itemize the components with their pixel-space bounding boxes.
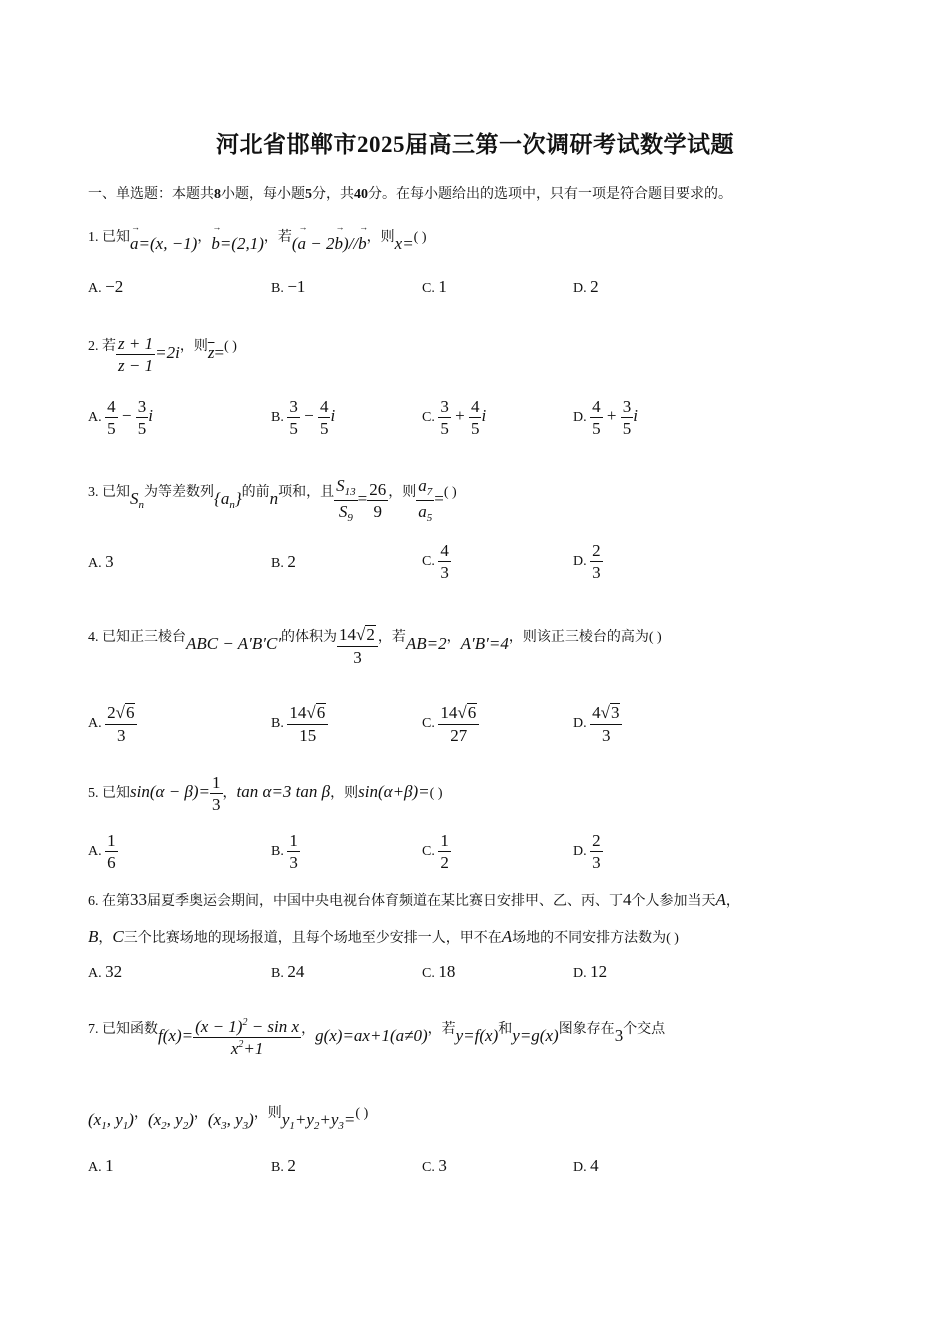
q5-option-c[interactable]: C. $\frac{1}{2}$: [422, 831, 449, 872]
q4-option-b[interactable]: B. $\frac{14√6}{15}$: [271, 703, 328, 745]
q5-option-d[interactable]: D. $\frac{2}{3}$: [573, 831, 601, 872]
question-6-line-1: 6. 在第33届夏季奥运会期间，中国中央电视台体育频道在某比赛日安排甲、乙、丙、丁4个人参加当天A，: [88, 890, 740, 909]
question-1-stem: 1. 已知→ a=(x, −1)，→ b=(2,1)，若(→ a − 2→ b)//→ b，则x=( ): [88, 226, 427, 246]
section-header: 一、单选题：本题共8小题，每小题5分，共40分。在每小题给出的选项中，只有一项是符合题目要求的。: [88, 187, 732, 202]
question-3-stem: 3. 已知$S_n$为等差数列$\{a_n\}$的前n项和，且 $\frac{S_{13}}{S_9}$ = $\frac{26}{9}$ ，则 $\frac{a_7}{a_5}$ =( ): [88, 476, 457, 524]
question-4-stem: 4. 已知正三棱台ABC − A′B′C′的体积为 $\frac{14√2}{3}$ ，若AB=2，A′B′=4，则该正三棱台的高为( ): [88, 625, 662, 667]
question-7-line-2: ($x_1$, $y_1$)，($x_2$, $y_2$)，($x_3$, $y_3$)，则$y_1+y_2+y_3=$( ): [88, 1106, 369, 1132]
q2-option-c[interactable]: C. $\frac{3}{5}$ + $\frac{4}{5}$ i: [422, 397, 487, 438]
q1-option-b[interactable]: B. −1: [271, 277, 306, 296]
page-title: 河北省邯郸市2025届高三第一次调研考试数学试题: [216, 132, 734, 157]
q6-option-c[interactable]: C. 18: [422, 962, 456, 981]
q1-vector-a: → a=(x, −1): [130, 234, 197, 253]
q4-option-a[interactable]: A. $\frac{2√6}{3}$: [88, 703, 137, 745]
q2-fraction: $\frac{z + 1}{z - 1}$: [118, 334, 154, 375]
q2-option-b[interactable]: B. $\frac{3}{5}$ − $\frac{4}{5}$ i: [271, 397, 336, 438]
q5-option-a[interactable]: A. $\frac{1}{6}$: [88, 831, 116, 872]
q1-condition: (→ a − 2→ b)//→ b: [292, 234, 367, 253]
q3-option-a[interactable]: A. 3: [88, 552, 114, 571]
q1-option-c[interactable]: C. 1: [422, 277, 447, 296]
question-7-line-1: 7. 已知函数f(x)= $\frac{(x - 1)^2 - \sin x}{x^2+1}$ ，g(x)=ax+1(a≠0)，若y=f(x)和y=g(x)图象存在3个交点: [88, 1017, 666, 1058]
q6-option-d[interactable]: D. 12: [573, 962, 608, 981]
question-5-stem: 5. 已知sin(α − β)= $\frac{1}{3}$ ，tan α=3 tan β，则sin(α+β)=( ): [88, 773, 443, 814]
q2-option-a[interactable]: A. $\frac{4}{5}$ − $\frac{3}{5}$ i: [88, 397, 153, 438]
q3-option-d[interactable]: D. $\frac{2}{3}$: [573, 541, 601, 582]
q7-option-b[interactable]: B. 2: [271, 1156, 296, 1175]
q3-option-c[interactable]: C. $\frac{4}{3}$: [422, 541, 449, 582]
q1-option-d[interactable]: D. 2: [573, 277, 599, 296]
q4-option-c[interactable]: C. $\frac{14√6}{27}$: [422, 703, 479, 745]
q7-option-c[interactable]: C. 3: [422, 1156, 447, 1175]
q7-option-a[interactable]: A. 1: [88, 1156, 114, 1175]
q3-option-b[interactable]: B. 2: [271, 552, 296, 571]
q1-option-a[interactable]: A. −2: [88, 277, 124, 296]
q4-option-d[interactable]: D. $\frac{4√3}{3}$: [573, 703, 622, 745]
q7-fraction: $\frac{(x - 1)^2 - \sin x}{x^2+1}$: [195, 1017, 300, 1058]
question-6-line-2: B，C三个比赛场地的现场报道，且每个场地至少安排一人，甲不在A场地的不同安排方法数为( ): [88, 927, 679, 946]
q5-option-b[interactable]: B. $\frac{1}{3}$: [271, 831, 298, 872]
q2-option-d[interactable]: D. $\frac{4}{5}$ + $\frac{3}{5}$ i: [573, 397, 638, 438]
q1-vector-b: → b=(2,1): [211, 234, 264, 253]
question-2-stem: 2. 若 $\frac{z + 1}{z - 1}$ =2i，则$\overline{z}=$( ): [88, 334, 237, 375]
q6-option-b[interactable]: B. 24: [271, 962, 305, 981]
q6-option-a[interactable]: A. 32: [88, 962, 123, 981]
q7-option-d[interactable]: D. 4: [573, 1156, 599, 1175]
